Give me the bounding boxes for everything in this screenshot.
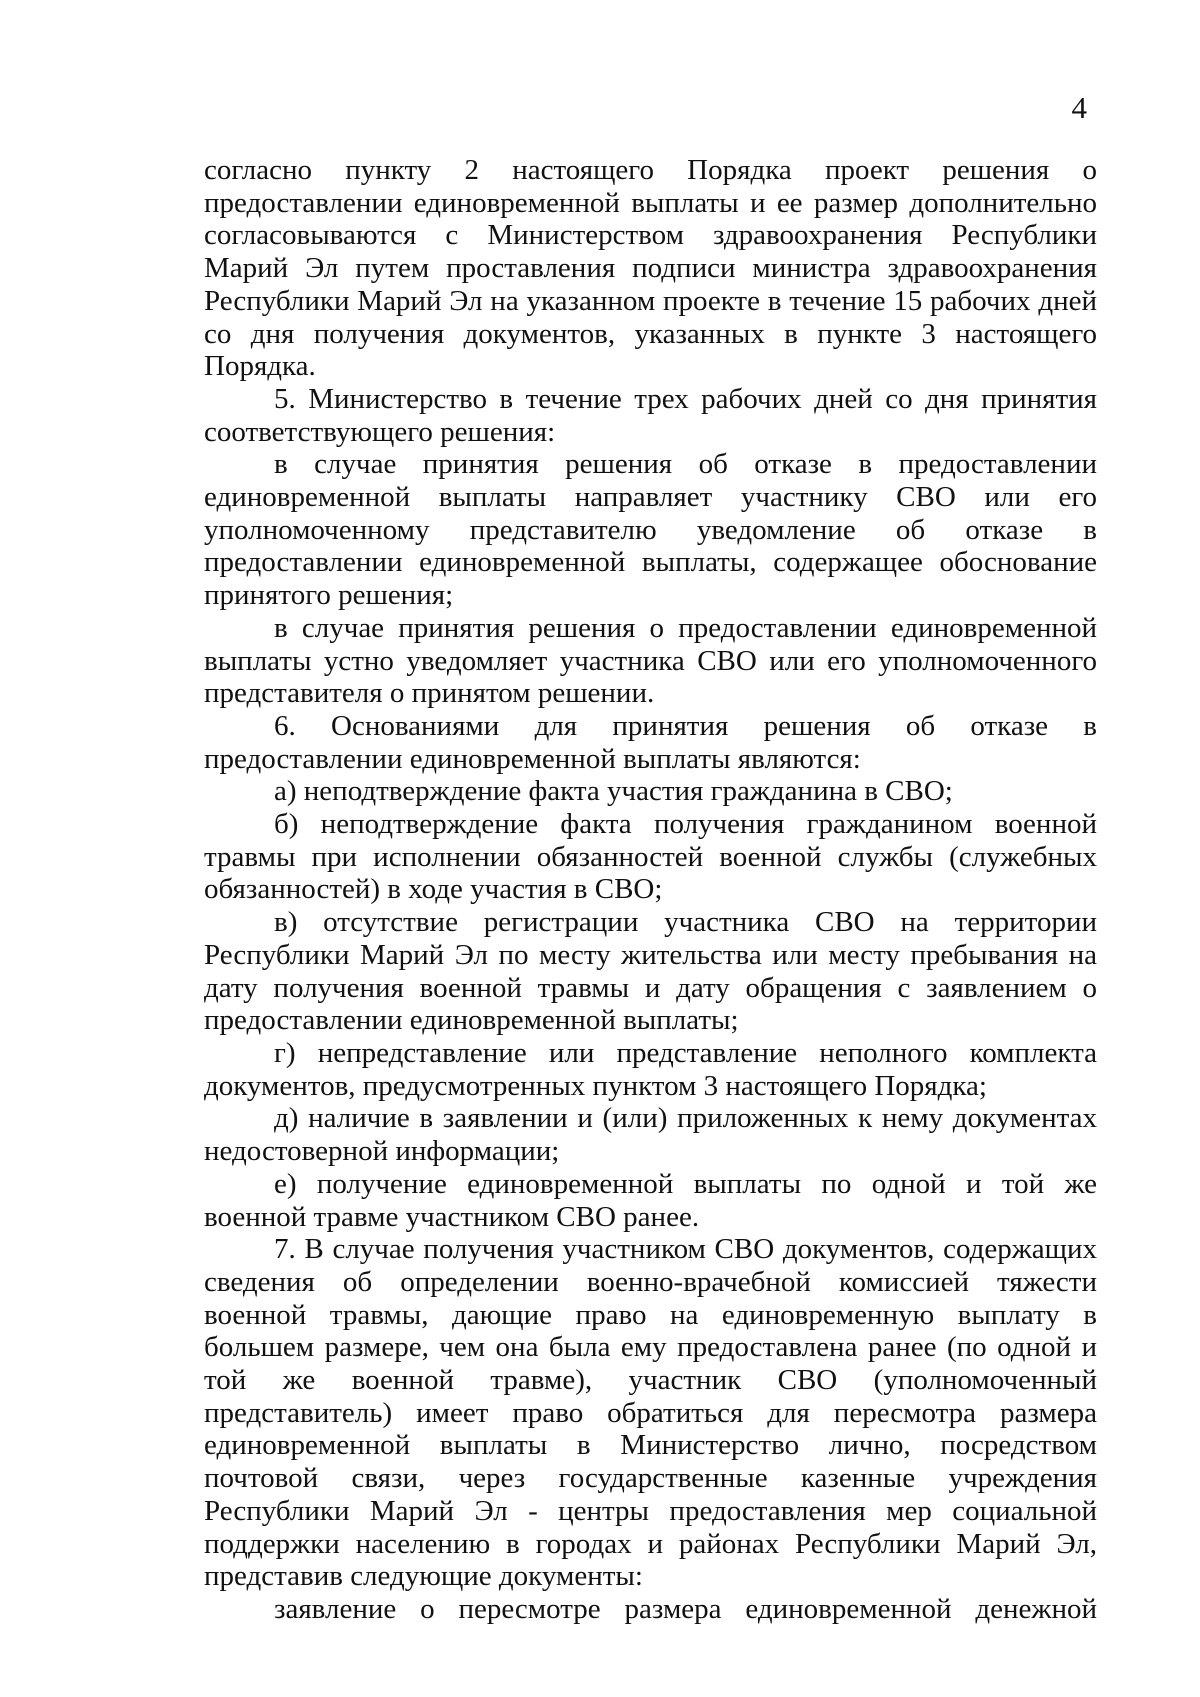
- paragraph-continuation: согласно пункту 2 настоящего Порядка проект решения о предоставлении единовременной выплаты и ее размер дополнительно согласовываются с Министерством здравоохранения Республики Марий Эл путем проставления подписи министра здравоохранения Республики Марий Эл на указанном проекте в течение 15 рабочих дней со дня получения документов, указанных в пункте 3 настоящего Порядка.: [204, 154, 1097, 383]
- paragraph-item-6e: е) получение единовременной выплаты по одной и той же военной травме участником СВО ранее.: [204, 1167, 1097, 1233]
- paragraph-item-6b: б) неподтверждение факта получения гражданином военной травмы при исполнении обязанностей военной службы (служебных обязанностей) в ходе участия в СВО;: [204, 808, 1097, 906]
- paragraph-refusal-notice: в случае принятия решения об отказе в предоставлении единовременной выплаты направляет участнику СВО или его уполномоченному представителю уведомление об отказе в предоставлении единовременной выплаты, содержащее обоснование принятого решения;: [204, 448, 1097, 612]
- paragraph-item-6v: в) отсутствие регистрации участника СВО на территории Республики Марий Эл по месту жительства или месту пребывания на дату получения военной травмы и дату обращения с заявлением о предоставлении единовременной выплаты;: [204, 906, 1097, 1037]
- paragraph-approval-notice: в случае принятия решения о предоставлении единовременной выплаты устно уведомляет участника СВО или его уполномоченного представителя о принятом решении.: [204, 611, 1097, 710]
- paragraph-item-5: 5. Министерство в течение трех рабочих дней со дня принятия соответствующего решения:: [204, 382, 1097, 448]
- paragraph-item-6d: д) наличие в заявлении и (или) приложенных к нему документах недостоверной информации;: [204, 1102, 1097, 1168]
- paragraph-item-6g: г) непредставление или представление неполного комплекта документов, предусмотренных пунктом 3 настоящего Порядка;: [204, 1036, 1097, 1102]
- document-body: [204, 154, 1097, 1626]
- paragraph-application-continued: заявление о пересмотре размера единовременной денежной: [274, 1592, 1097, 1625]
- paragraph-item-6: 6. Основаниями для принятия решения об отказе в предоставлении единовременной выплаты являются:: [204, 709, 1097, 775]
- page-number: 4: [1071, 90, 1087, 125]
- paragraph-item-7: 7. В случае получения участником СВО документов, содержащих сведения об определении военно-врачебной комиссией тяжести военной травмы, дающие право на единовременную выплату в большем размере, чем она была ему предоставлена ранее (по одной и той же военной травме), участник СВО (уполномоченный представитель) имеет право обратиться для пересмотра размера единовременной выплаты в Министерство лично, посредством почтовой связи, через государственные казенные учреждения Республики Марий Эл - центры предоставления мер социальной поддержки населению в городах и районах Республики Марий Эл, представив следующие документы:: [204, 1233, 1097, 1593]
- paragraph-item-6a: а) неподтверждение факта участия гражданина в СВО;: [274, 775, 953, 808]
